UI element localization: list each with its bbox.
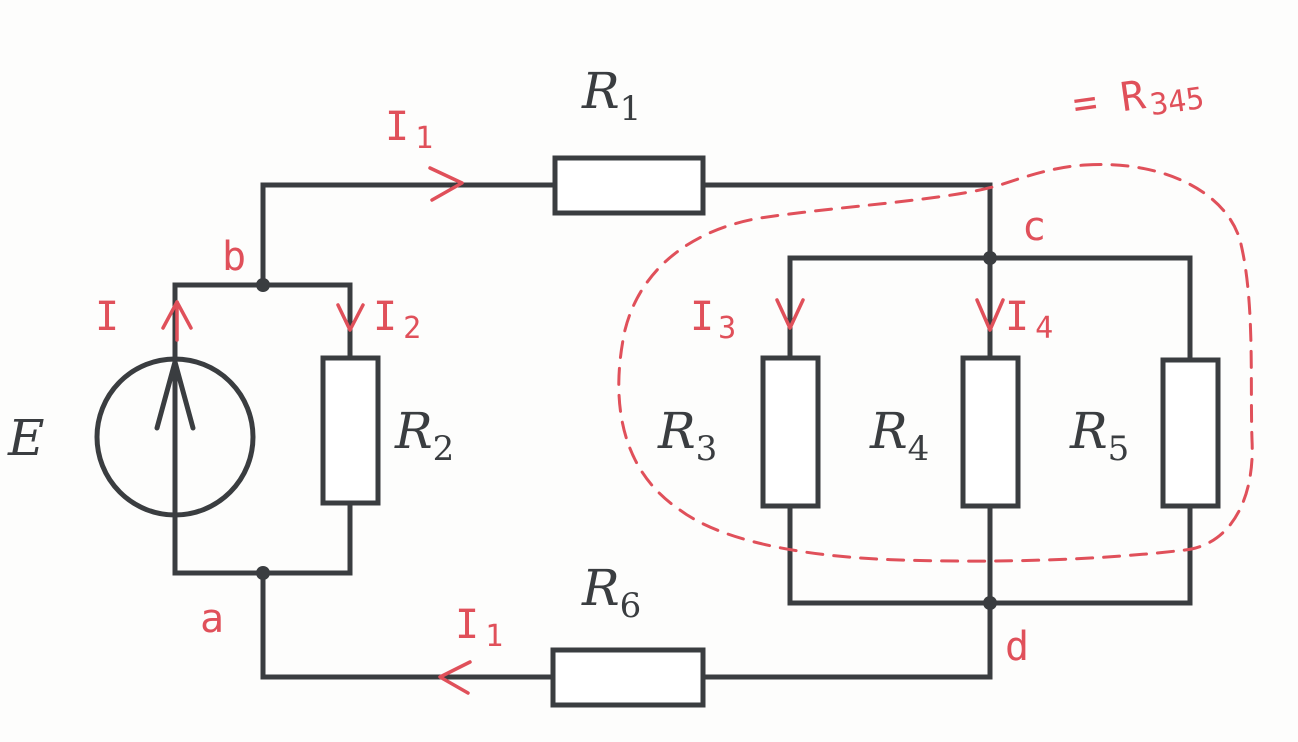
current-label-i2: I $_2$	[373, 294, 422, 346]
current-label-i: I	[95, 294, 120, 340]
node-label-d: d	[1005, 624, 1030, 670]
wire-top-left	[263, 185, 555, 285]
current-label-i4: I $_4$	[1005, 294, 1054, 346]
resistor-r5	[1163, 360, 1218, 506]
resistor-r4	[963, 358, 1018, 506]
label-r1: $R_1$	[582, 62, 642, 129]
junction-c	[983, 251, 997, 265]
current-label-i1-top: I $_1$	[385, 104, 434, 156]
current-label-i1-bottom: I $_1$	[455, 602, 504, 654]
current-label-i3: I $_3$	[690, 294, 737, 346]
wire-source-loop	[175, 285, 350, 360]
junction-a	[256, 566, 270, 580]
junction-d	[983, 596, 997, 610]
resistor-r3	[763, 358, 818, 506]
wire-bottom-right	[703, 603, 990, 677]
label-r4: $R_4$	[870, 402, 930, 469]
wire-bottom-left	[263, 573, 553, 677]
resistor-r2	[323, 358, 378, 503]
resistor-r6	[553, 650, 703, 705]
junction-b	[256, 278, 270, 292]
node-label-a: a	[200, 596, 225, 642]
label-r6: $R_6$	[582, 559, 642, 626]
label-r5: $R_5$	[1070, 402, 1130, 469]
node-label-b: b	[222, 234, 247, 280]
label-e: E	[8, 409, 45, 467]
label-r2: $R_2$	[395, 402, 455, 469]
voltage-source	[97, 359, 253, 515]
resistor-r1	[555, 158, 703, 213]
node-label-c: c	[1022, 204, 1047, 250]
label-r3: $R_3$	[658, 402, 718, 469]
r345-group-outline	[619, 164, 1252, 561]
group-label-r345: = $R_{345}$	[1069, 72, 1207, 128]
